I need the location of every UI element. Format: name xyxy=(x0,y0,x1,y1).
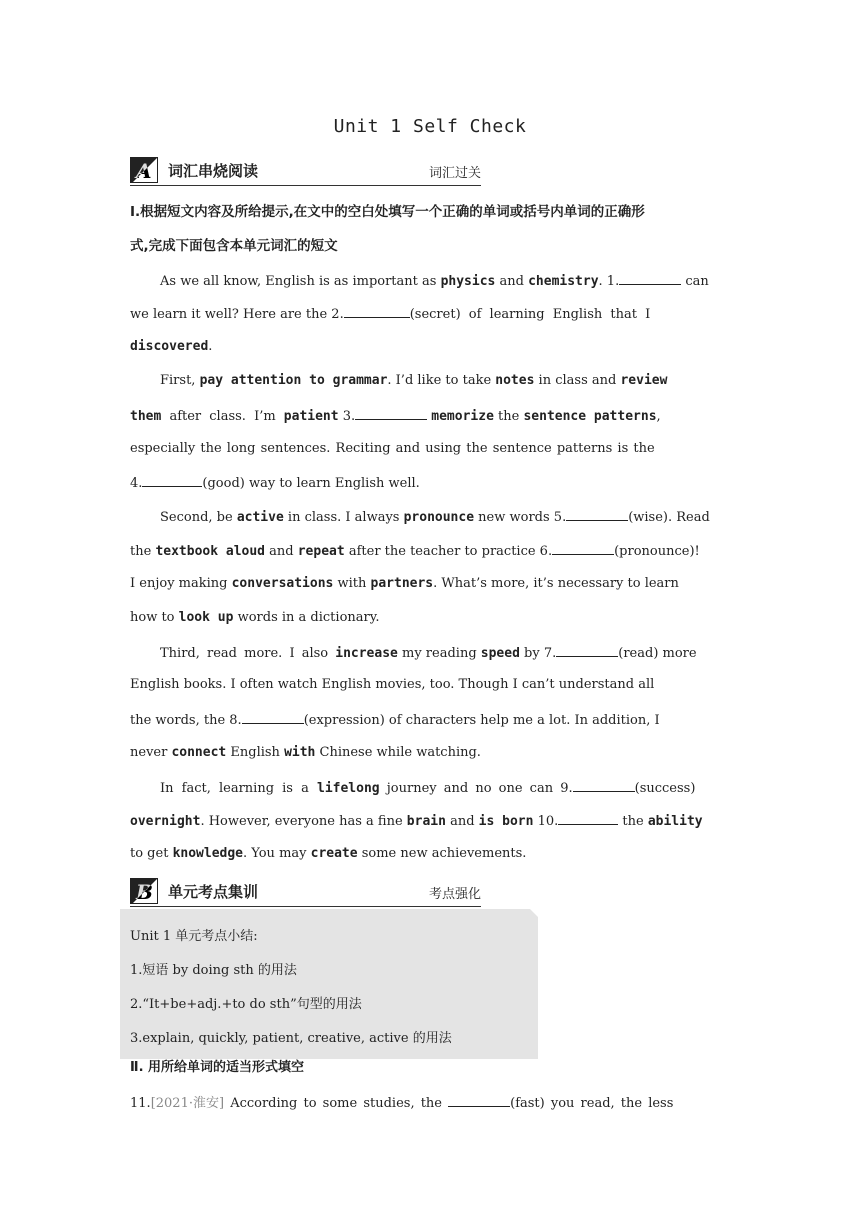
passage-line: discovered. xyxy=(130,339,213,354)
summary-item: 3.explain, quickly, patient, creative, active 的用法 xyxy=(130,1031,452,1046)
summary-box xyxy=(120,909,538,1059)
blank-5[interactable] xyxy=(566,508,628,521)
passage-line: the words, the 8. (expression) of characters help me a lot. In addition, I xyxy=(130,713,660,728)
blank-7[interactable] xyxy=(556,644,618,657)
passage-line: As we all know, English is as important as physics and chemistry. 1. can xyxy=(160,274,709,289)
passage-line: how to look up words in a dictionary. xyxy=(130,610,380,625)
question-11: 11.[2021·淮安] According to some studies, the (fast) you read, the less xyxy=(130,1096,674,1111)
blank-6[interactable] xyxy=(552,542,614,555)
section-a-header xyxy=(130,157,481,186)
passage-line: the textbook aloud and repeat after the teacher to practice 6. (pronounce)! xyxy=(130,544,700,559)
passage-line: 4. (good) way to learn English well. xyxy=(130,476,420,491)
passage-line: In fact, learning is a lifelong journey and no one can 9. (success) xyxy=(160,781,696,796)
section-b-title: 单元考点集训 xyxy=(168,883,259,901)
section-b-header xyxy=(130,878,481,907)
passage-line: them after class. I’m patient 3. memorize the sentence patterns, xyxy=(130,409,661,424)
summary-item: 1.短语 by doing sth 的用法 xyxy=(130,963,297,978)
passage-line: we learn it well? Here are the 2. (secret) of learning English that I xyxy=(130,307,651,322)
blank-1[interactable] xyxy=(619,272,681,285)
section-a-tag: 词汇过关 xyxy=(428,166,481,181)
passage-line: never connect English with Chinese while watching. xyxy=(130,745,481,760)
passage-line: English books. I often watch English movies, too. Though I can’t understand all xyxy=(130,677,655,692)
instruction-line-2: 式,完成下面包含本单元词汇的短文 xyxy=(130,238,338,254)
summary-heading: Unit 1 单元考点小结: xyxy=(130,929,258,944)
summary-item: 2.“It+be+adj.+to do sth”句型的用法 xyxy=(130,997,362,1012)
blank-8[interactable] xyxy=(242,711,304,724)
section-a-title: 词汇串烧阅读 xyxy=(168,162,259,180)
passage-line: overnight. However, everyone has a fine brain and is born 10. the ability xyxy=(130,814,703,829)
passage-line: to get knowledge. You may create some new achievements. xyxy=(130,846,527,861)
section-b-tag: 考点强化 xyxy=(428,887,481,902)
blank-11[interactable] xyxy=(448,1094,510,1107)
page-title: Unit 1 Self Check xyxy=(333,116,527,137)
passage-line: especially the long sentences. Reciting and using the sentence patterns is the xyxy=(130,441,655,456)
blank-10[interactable] xyxy=(558,812,618,825)
blank-3[interactable] xyxy=(355,407,427,420)
passage-line: Third, read more. I also increase my reading speed by 7. (read) more xyxy=(160,646,697,661)
blank-9[interactable] xyxy=(573,779,635,792)
instruction-line-1: Ⅰ.根据短文内容及所给提示,在文中的空白处填写一个正确的单词或括号内单词的正确形 xyxy=(130,204,645,220)
question-source: [2021·淮安] xyxy=(150,1096,225,1111)
section-b-badge-icon: B xyxy=(130,878,158,904)
blank-2[interactable] xyxy=(344,305,410,318)
passage-line: First, pay attention to grammar. I’d like to take notes in class and review xyxy=(160,373,668,388)
blank-4[interactable] xyxy=(142,474,202,487)
passage-line: I enjoy making conversations with partners. What’s more, it’s necessary to learn xyxy=(130,576,679,591)
passage-line: Second, be active in class. I always pronounce new words 5. (wise). Read xyxy=(160,510,710,525)
instruction-2: Ⅱ. 用所给单词的适当形式填空 xyxy=(130,1060,305,1075)
section-a-badge-icon: A xyxy=(130,157,158,183)
